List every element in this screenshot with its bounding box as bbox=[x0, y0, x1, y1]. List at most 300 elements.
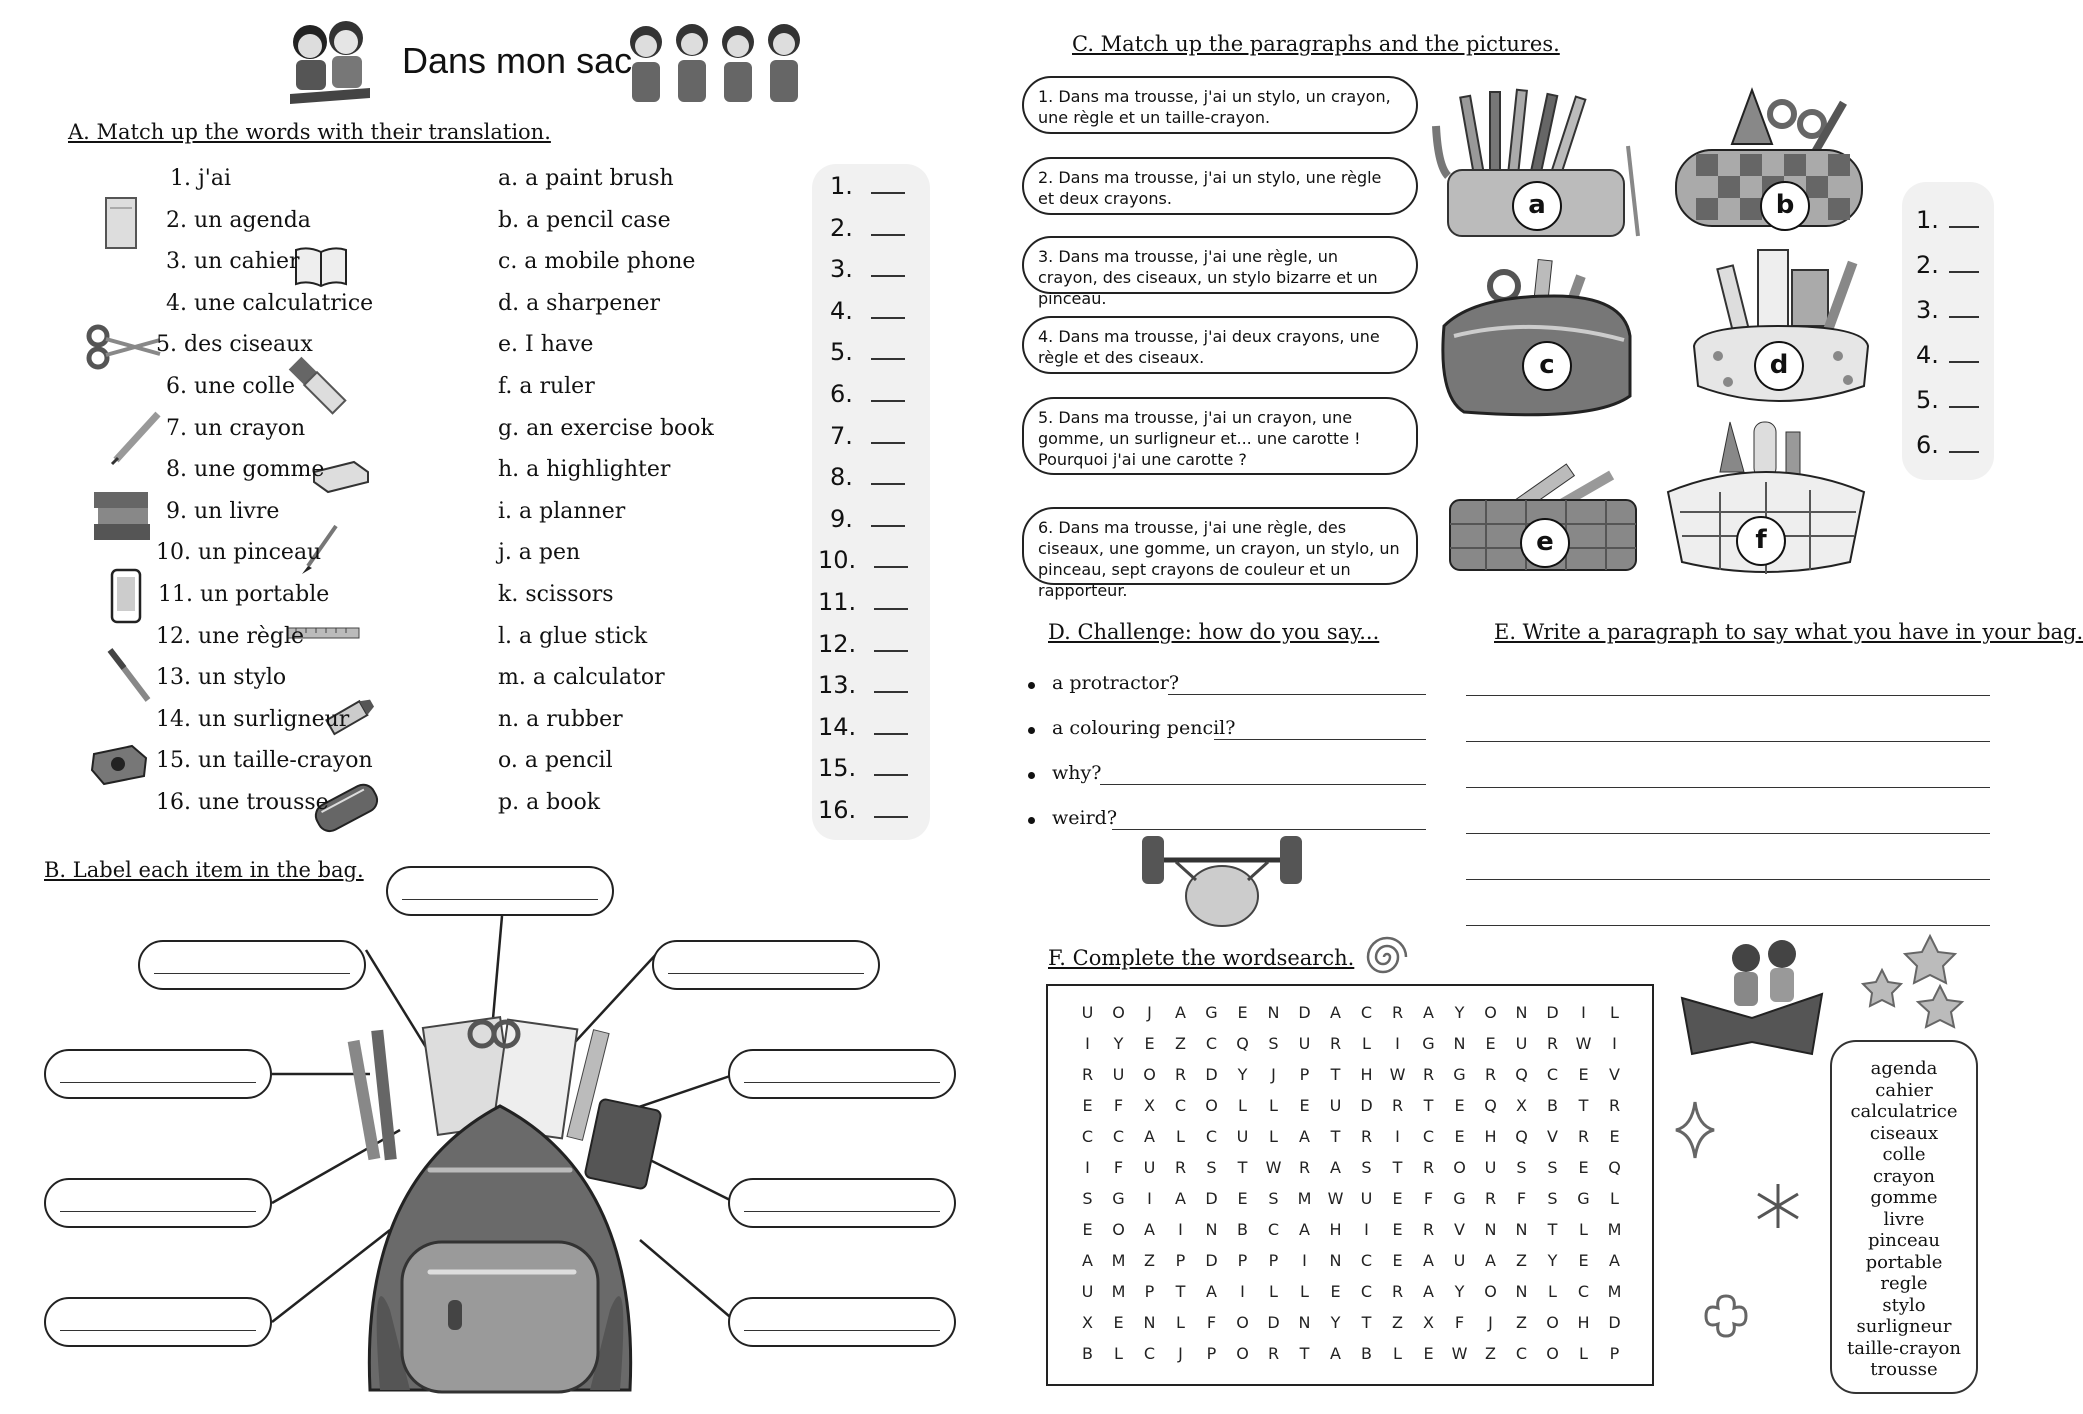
wordsearch-cell[interactable]: B bbox=[1547, 1096, 1558, 1115]
wordsearch-cell[interactable]: Z bbox=[1485, 1344, 1496, 1363]
english-translation: a. a paint brush bbox=[498, 166, 674, 191]
wordsearch-grid[interactable] bbox=[1072, 997, 1630, 1369]
wordsearch-cell[interactable]: Z bbox=[1516, 1313, 1527, 1332]
wordsearch-cell[interactable]: P bbox=[1144, 1282, 1155, 1301]
spiral-icon bbox=[1362, 932, 1412, 982]
wordsearch-cell[interactable]: R bbox=[1577, 1127, 1590, 1146]
wordsearch-cell[interactable]: A bbox=[1485, 1251, 1496, 1270]
wordsearch-cell[interactable]: B bbox=[1361, 1344, 1372, 1363]
wordsearch-cell[interactable]: T bbox=[1392, 1158, 1403, 1177]
wordsearch-cell[interactable]: I bbox=[1147, 1189, 1152, 1208]
wordsearch-cell[interactable]: R bbox=[1484, 1189, 1497, 1208]
wordsearch-cell[interactable]: J bbox=[1271, 1065, 1276, 1084]
wordsearch-cell[interactable]: G bbox=[1453, 1065, 1466, 1084]
wordsearch-cell[interactable]: Z bbox=[1175, 1034, 1186, 1053]
wordsearch-row bbox=[1072, 1276, 1630, 1307]
wordsearch-cell[interactable]: T bbox=[1547, 1220, 1558, 1239]
wordsearch-cell[interactable]: U bbox=[1484, 1158, 1497, 1177]
wordsearch-cell[interactable]: A bbox=[1175, 1003, 1186, 1022]
writing-line[interactable] bbox=[1466, 741, 1990, 742]
wordsearch-cell[interactable]: O bbox=[1112, 1220, 1125, 1239]
label-box-left-2[interactable] bbox=[44, 1178, 272, 1228]
wordsearch-cell[interactable]: T bbox=[1299, 1344, 1310, 1363]
wordsearch-cell[interactable]: I bbox=[1178, 1220, 1183, 1239]
wordsearch-cell[interactable]: V bbox=[1454, 1220, 1465, 1239]
wordsearch-cell[interactable]: E bbox=[1392, 1189, 1403, 1208]
wordsearch-cell[interactable]: F bbox=[1206, 1313, 1217, 1332]
wordsearch-cell[interactable]: R bbox=[1391, 1003, 1404, 1022]
wordsearch-cell[interactable]: I bbox=[1302, 1251, 1307, 1270]
writing-line[interactable] bbox=[1466, 879, 1990, 880]
wordsearch-cell[interactable]: P bbox=[1175, 1251, 1186, 1270]
wordsearch-cell[interactable]: W bbox=[1575, 1034, 1592, 1053]
challenge-item: a protractor? bbox=[1052, 672, 1180, 694]
wordsearch-cell[interactable]: O bbox=[1236, 1344, 1249, 1363]
wordsearch-cell[interactable]: I bbox=[1612, 1034, 1617, 1053]
french-word: 8. une gomme bbox=[166, 457, 325, 483]
wordsearch-cell[interactable]: O bbox=[1453, 1158, 1466, 1177]
picture-letter-d: d bbox=[1754, 341, 1804, 391]
wordsearch-cell[interactable]: D bbox=[1205, 1189, 1218, 1208]
wordsearch-cell[interactable]: T bbox=[1175, 1282, 1186, 1301]
wordsearch-cell[interactable]: C bbox=[1360, 1003, 1373, 1022]
english-translation: n. a rubber bbox=[498, 706, 623, 732]
answer-blank[interactable] bbox=[874, 691, 908, 693]
wordsearch-cell[interactable]: L bbox=[1269, 1096, 1278, 1115]
wordsearch-cell[interactable]: A bbox=[1423, 1003, 1434, 1022]
wordsearch-cell[interactable]: L bbox=[1362, 1034, 1371, 1053]
wordsearch-cell[interactable]: D bbox=[1546, 1003, 1559, 1022]
wordsearch-cell[interactable]: G bbox=[1422, 1034, 1435, 1053]
wordsearch-cell[interactable]: Z bbox=[1144, 1251, 1155, 1270]
wordsearch-cell[interactable]: F bbox=[1113, 1096, 1124, 1115]
wordsearch-cell[interactable]: L bbox=[1548, 1282, 1557, 1301]
answer-blank[interactable] bbox=[874, 650, 908, 652]
wordsearch-cell[interactable]: L bbox=[1269, 1127, 1278, 1146]
wordsearch-cell[interactable]: C bbox=[1143, 1344, 1156, 1363]
label-box-left-1[interactable] bbox=[44, 1049, 272, 1099]
wordsearch-cell[interactable]: O bbox=[1112, 1003, 1125, 1022]
wordsearch-cell[interactable]: I bbox=[1240, 1282, 1245, 1301]
wordsearch-cell[interactable]: E bbox=[1454, 1096, 1465, 1115]
answer-row bbox=[1916, 341, 1979, 369]
answer-number: 6. bbox=[830, 380, 853, 408]
wordsearch-cell[interactable]: C bbox=[1081, 1127, 1094, 1146]
wordsearch-cell[interactable]: M bbox=[1111, 1282, 1126, 1301]
wordsearch-cell[interactable]: U bbox=[1236, 1127, 1249, 1146]
answer-number: 3. bbox=[1916, 296, 1939, 324]
answer-blank[interactable] bbox=[871, 317, 905, 319]
wordsearch-cell[interactable]: A bbox=[1144, 1127, 1155, 1146]
wordsearch-cell[interactable]: E bbox=[1082, 1096, 1093, 1115]
wordsearch-cell[interactable]: W bbox=[1389, 1065, 1406, 1084]
answer-blank[interactable] bbox=[874, 608, 908, 610]
answer-number: 7. bbox=[830, 421, 853, 450]
wordsearch-cell[interactable]: L bbox=[1176, 1313, 1185, 1332]
wordsearch-cell[interactable]: R bbox=[1174, 1158, 1187, 1177]
answer-blank[interactable] bbox=[1949, 226, 1979, 228]
answer-number: 4. bbox=[1916, 341, 1939, 369]
wordsearch-cell[interactable]: Q bbox=[1515, 1065, 1528, 1084]
wordsearch-cell[interactable]: I bbox=[1395, 1127, 1400, 1146]
wordsearch-cell[interactable]: S bbox=[1516, 1158, 1527, 1177]
wordsearch-cell[interactable]: F bbox=[1454, 1313, 1465, 1332]
wordsearch-cell[interactable]: R bbox=[1081, 1065, 1094, 1084]
wordsearch-cell[interactable]: C bbox=[1112, 1127, 1125, 1146]
answer-row bbox=[830, 297, 905, 325]
answer-blank[interactable] bbox=[871, 400, 905, 402]
label-box-right-2[interactable] bbox=[728, 1178, 956, 1228]
wordsearch-cell[interactable]: T bbox=[1361, 1313, 1372, 1332]
label-box-right-1[interactable] bbox=[728, 1049, 956, 1099]
wordsearch-cell[interactable]: W bbox=[1327, 1189, 1344, 1208]
wordsearch-cell[interactable]: R bbox=[1174, 1065, 1187, 1084]
wordsearch-cell[interactable]: R bbox=[1391, 1096, 1404, 1115]
wordsearch-cell[interactable]: E bbox=[1454, 1127, 1465, 1146]
english-translation: o. a pencil bbox=[498, 748, 613, 774]
answer-blank[interactable] bbox=[1949, 451, 1979, 453]
wordsearch-cell[interactable]: R bbox=[1267, 1344, 1280, 1363]
answer-number: 16. bbox=[818, 796, 857, 824]
wordsearch-cell[interactable]: R bbox=[1422, 1220, 1435, 1239]
wordsearch-cell[interactable]: N bbox=[1298, 1313, 1311, 1332]
wordsearch-cell[interactable]: Q bbox=[1236, 1034, 1249, 1053]
wordsearch-cell[interactable]: C bbox=[1267, 1220, 1280, 1239]
wordsearch-row bbox=[1072, 1245, 1630, 1276]
wordsearch-cell[interactable]: E bbox=[1082, 1220, 1093, 1239]
wordsearch-cell[interactable]: U bbox=[1143, 1158, 1156, 1177]
label-box-right-3[interactable] bbox=[728, 1297, 956, 1347]
wordsearch-cell[interactable]: X bbox=[1423, 1313, 1434, 1332]
wordsearch-cell[interactable]: Y bbox=[1454, 1003, 1465, 1022]
wordsearch-cell[interactable]: S bbox=[1268, 1034, 1279, 1053]
wordsearch-cell[interactable]: P bbox=[1609, 1344, 1620, 1363]
wordsearch-cell[interactable]: O bbox=[1484, 1282, 1497, 1301]
wordsearch-cell[interactable]: G bbox=[1112, 1189, 1125, 1208]
wordsearch-cell[interactable]: W bbox=[1451, 1344, 1468, 1363]
word-list-item: pinceau bbox=[1868, 1230, 1940, 1251]
answer-row bbox=[830, 380, 905, 408]
wordsearch-cell[interactable]: A bbox=[1330, 1344, 1341, 1363]
wordsearch-row bbox=[1072, 1059, 1630, 1090]
wordsearch-cell[interactable]: P bbox=[1206, 1344, 1217, 1363]
answer-blank[interactable] bbox=[1949, 361, 1979, 363]
answer-blank[interactable] bbox=[1949, 406, 1979, 408]
wordsearch-cell[interactable]: T bbox=[1423, 1096, 1434, 1115]
wordsearch-cell[interactable]: D bbox=[1205, 1065, 1218, 1084]
brain-lifting-weights-icon bbox=[1136, 830, 1308, 942]
label-box-left-3[interactable] bbox=[44, 1297, 272, 1347]
label-box-upper-right[interactable] bbox=[652, 940, 880, 990]
wordsearch-cell[interactable]: Q bbox=[1484, 1096, 1497, 1115]
wordsearch-cell[interactable]: I bbox=[1085, 1158, 1090, 1177]
wordsearch-cell[interactable]: D bbox=[1205, 1251, 1218, 1270]
answer-blank[interactable] bbox=[874, 816, 908, 818]
wordsearch-cell[interactable]: B bbox=[1237, 1220, 1248, 1239]
wordsearch-cell[interactable]: R bbox=[1422, 1065, 1435, 1084]
wordsearch-cell[interactable]: C bbox=[1546, 1065, 1559, 1084]
wordsearch-cell[interactable]: T bbox=[1237, 1158, 1248, 1177]
answer-blank[interactable] bbox=[871, 275, 905, 277]
wordsearch-cell[interactable]: E bbox=[1237, 1003, 1248, 1022]
wordsearch-cell[interactable]: L bbox=[1610, 1189, 1619, 1208]
wordsearch-cell[interactable]: I bbox=[1364, 1220, 1369, 1239]
wordsearch-cell[interactable]: A bbox=[1423, 1282, 1434, 1301]
wordsearch-cell[interactable]: O bbox=[1205, 1096, 1218, 1115]
wordsearch-cell[interactable]: A bbox=[1144, 1220, 1155, 1239]
wordsearch-cell[interactable]: S bbox=[1547, 1158, 1558, 1177]
english-translation: f. a ruler bbox=[498, 374, 595, 399]
wordsearch-cell[interactable]: Q bbox=[1515, 1127, 1528, 1146]
wordsearch-cell[interactable]: R bbox=[1360, 1127, 1373, 1146]
wordsearch-cell[interactable]: I bbox=[1085, 1034, 1090, 1053]
answer-blank[interactable] bbox=[871, 525, 905, 527]
answer-line[interactable] bbox=[1168, 694, 1426, 695]
wordsearch-cell[interactable]: E bbox=[1330, 1282, 1341, 1301]
wordsearch-cell[interactable]: E bbox=[1299, 1096, 1310, 1115]
writing-line[interactable] bbox=[1466, 695, 1990, 696]
writing-line[interactable] bbox=[1466, 787, 1990, 788]
wordsearch-cell[interactable]: Z bbox=[1516, 1251, 1527, 1270]
wordsearch-cell[interactable]: M bbox=[1607, 1220, 1622, 1239]
answer-row bbox=[830, 422, 905, 450]
wordsearch-cell[interactable]: C bbox=[1205, 1034, 1218, 1053]
wordsearch-cell[interactable]: N bbox=[1484, 1220, 1497, 1239]
wordsearch-cell[interactable]: R bbox=[1608, 1096, 1621, 1115]
wordsearch-cell[interactable]: C bbox=[1360, 1251, 1373, 1270]
wordsearch-cell[interactable]: M bbox=[1297, 1189, 1312, 1208]
wordsearch-cell[interactable]: X bbox=[1516, 1096, 1527, 1115]
wordsearch-cell[interactable]: E bbox=[1423, 1344, 1434, 1363]
wordsearch-cell[interactable]: U bbox=[1081, 1003, 1094, 1022]
answer-row bbox=[1916, 206, 1979, 234]
wordsearch-cell[interactable]: O bbox=[1236, 1313, 1249, 1332]
french-word: 4. une calculatrice bbox=[166, 290, 374, 316]
wordsearch-cell[interactable]: U bbox=[1360, 1189, 1373, 1208]
wordsearch-cell[interactable]: D bbox=[1360, 1096, 1373, 1115]
wordsearch-cell[interactable]: A bbox=[1299, 1220, 1310, 1239]
wordsearch-cell[interactable]: E bbox=[1113, 1313, 1124, 1332]
wordsearch-row bbox=[1072, 1121, 1630, 1152]
wordsearch-cell[interactable]: O bbox=[1143, 1065, 1156, 1084]
wordsearch-cell[interactable]: Y bbox=[1454, 1282, 1465, 1301]
wordsearch-cell[interactable]: W bbox=[1265, 1158, 1282, 1177]
wordsearch-cell[interactable]: O bbox=[1546, 1313, 1559, 1332]
wordsearch-cell[interactable]: E bbox=[1578, 1158, 1589, 1177]
wordsearch-cell[interactable]: H bbox=[1484, 1127, 1497, 1146]
wordsearch-cell[interactable]: N bbox=[1515, 1003, 1528, 1022]
word-list-item: surligneur bbox=[1856, 1316, 1952, 1337]
wordsearch-cell[interactable]: U bbox=[1515, 1034, 1528, 1053]
wordsearch-cell[interactable]: C bbox=[1422, 1127, 1435, 1146]
wordsearch-cell[interactable]: R bbox=[1546, 1034, 1559, 1053]
wordsearch-cell[interactable]: T bbox=[1330, 1065, 1341, 1084]
wordsearch-cell[interactable]: R bbox=[1484, 1065, 1497, 1084]
wordsearch-cell[interactable]: L bbox=[1610, 1003, 1619, 1022]
wordsearch-cell[interactable]: A bbox=[1175, 1189, 1186, 1208]
answer-line[interactable] bbox=[1100, 784, 1426, 785]
wordsearch-cell[interactable]: Y bbox=[1547, 1251, 1558, 1270]
wordsearch-cell[interactable]: H bbox=[1329, 1220, 1342, 1239]
wordsearch-cell[interactable]: E bbox=[1578, 1065, 1589, 1084]
wordsearch-cell[interactable]: P bbox=[1237, 1251, 1248, 1270]
section-e-heading: E. Write a paragraph to say what you have in your bag. bbox=[1494, 620, 2083, 644]
answer-number: 1. bbox=[830, 172, 853, 200]
wordsearch-cell[interactable]: J bbox=[1178, 1344, 1183, 1363]
wordsearch-cell[interactable]: C bbox=[1360, 1282, 1373, 1301]
bullet-dot bbox=[1028, 817, 1035, 824]
wordsearch-cell[interactable]: D bbox=[1298, 1003, 1311, 1022]
wordsearch-cell[interactable]: D bbox=[1608, 1313, 1621, 1332]
answer-number: 10. bbox=[818, 546, 857, 575]
answer-blank[interactable] bbox=[874, 733, 908, 735]
answer-blank[interactable] bbox=[871, 442, 905, 444]
wordsearch-cell[interactable]: Y bbox=[1113, 1034, 1124, 1053]
wordsearch-cell[interactable]: C bbox=[1577, 1282, 1590, 1301]
wordsearch-cell[interactable]: T bbox=[1578, 1096, 1589, 1115]
wordsearch-cell[interactable]: X bbox=[1144, 1096, 1155, 1115]
answer-number: 2. bbox=[830, 213, 853, 242]
wordsearch-cell[interactable]: S bbox=[1361, 1158, 1372, 1177]
wordsearch-cell[interactable]: U bbox=[1081, 1282, 1094, 1301]
wordsearch-cell[interactable]: S bbox=[1206, 1158, 1217, 1177]
wordsearch-cell[interactable]: U bbox=[1453, 1251, 1466, 1270]
answer-blank[interactable] bbox=[1949, 271, 1979, 273]
label-box-upper-left[interactable] bbox=[138, 940, 366, 990]
wordsearch-cell[interactable]: N bbox=[1205, 1220, 1218, 1239]
wordsearch-cell[interactable]: S bbox=[1268, 1189, 1279, 1208]
paragraph-bubble: 1. Dans ma trousse, j'ai un stylo, un crayon, une règle et un taille-crayon. bbox=[1022, 76, 1418, 134]
wordsearch-cell[interactable]: L bbox=[1393, 1344, 1402, 1363]
wordsearch-cell[interactable]: X bbox=[1082, 1313, 1093, 1332]
word-list-item: gomme bbox=[1870, 1187, 1938, 1208]
wordsearch-cell[interactable]: M bbox=[1607, 1282, 1622, 1301]
wordsearch-cell[interactable]: A bbox=[1299, 1127, 1310, 1146]
wordsearch-cell[interactable]: U bbox=[1112, 1065, 1125, 1084]
wordsearch-cell[interactable]: G bbox=[1453, 1189, 1466, 1208]
answer-row bbox=[830, 172, 905, 200]
wordsearch-cell[interactable]: C bbox=[1205, 1127, 1218, 1146]
word-list-item: taille-crayon bbox=[1847, 1337, 1961, 1359]
wordsearch-cell[interactable]: R bbox=[1298, 1158, 1311, 1177]
wordsearch-cell[interactable]: R bbox=[1329, 1034, 1342, 1053]
wordsearch-cell[interactable]: C bbox=[1174, 1096, 1187, 1115]
wordsearch-cell[interactable]: N bbox=[1329, 1251, 1342, 1270]
wordsearch-cell[interactable]: E bbox=[1392, 1251, 1403, 1270]
wordsearch-row bbox=[1072, 1307, 1630, 1338]
wordsearch-cell[interactable]: N bbox=[1453, 1034, 1466, 1053]
answer-blank[interactable] bbox=[871, 358, 905, 360]
answer-blank[interactable] bbox=[871, 483, 905, 485]
wordsearch-cell[interactable]: U bbox=[1298, 1034, 1311, 1053]
wordsearch-cell[interactable]: S bbox=[1547, 1189, 1558, 1208]
wordsearch-cell[interactable]: F bbox=[1516, 1189, 1527, 1208]
wordsearch-cell[interactable]: L bbox=[1579, 1344, 1588, 1363]
wordsearch-cell[interactable]: I bbox=[1581, 1003, 1586, 1022]
wordsearch-cell[interactable]: Y bbox=[1237, 1065, 1248, 1084]
wordsearch-cell[interactable]: H bbox=[1360, 1065, 1373, 1084]
answer-number: 2. bbox=[1916, 251, 1939, 279]
wordsearch-cell[interactable]: A bbox=[1609, 1251, 1620, 1270]
answer-blank[interactable] bbox=[874, 566, 908, 568]
wordsearch-cell[interactable]: O bbox=[1546, 1344, 1559, 1363]
wordsearch-cell[interactable]: B bbox=[1082, 1344, 1093, 1363]
wordsearch-cell[interactable]: L bbox=[1269, 1282, 1278, 1301]
wordsearch-cell[interactable]: F bbox=[1423, 1189, 1434, 1208]
answer-line[interactable] bbox=[1214, 739, 1426, 740]
wordsearch-cell[interactable]: E bbox=[1578, 1251, 1589, 1270]
wordsearch-cell[interactable]: M bbox=[1111, 1251, 1126, 1270]
writing-line[interactable] bbox=[1466, 833, 1990, 834]
wordsearch-cell[interactable]: O bbox=[1484, 1003, 1497, 1022]
writing-line[interactable] bbox=[1466, 925, 1990, 926]
wordsearch-cell[interactable]: G bbox=[1205, 1003, 1218, 1022]
wordsearch-cell[interactable]: E bbox=[1144, 1034, 1155, 1053]
wordsearch-cell[interactable]: A bbox=[1082, 1251, 1093, 1270]
answer-blank[interactable] bbox=[1949, 316, 1979, 318]
wordsearch-cell[interactable]: A bbox=[1206, 1282, 1217, 1301]
english-translation: g. an exercise book bbox=[498, 415, 714, 441]
wordsearch-cell[interactable]: I bbox=[1395, 1034, 1400, 1053]
wordsearch-cell[interactable]: N bbox=[1267, 1003, 1280, 1022]
wordsearch-cell[interactable]: Z bbox=[1392, 1313, 1403, 1332]
wordsearch-cell[interactable]: T bbox=[1330, 1127, 1341, 1146]
wordsearch-cell[interactable]: V bbox=[1609, 1065, 1620, 1084]
wordsearch-cell[interactable]: A bbox=[1330, 1003, 1341, 1022]
label-box-top[interactable] bbox=[386, 866, 614, 916]
wordsearch-cell[interactable]: A bbox=[1330, 1158, 1341, 1177]
answer-blank[interactable] bbox=[874, 774, 908, 776]
wordsearch-cell[interactable]: F bbox=[1113, 1158, 1124, 1177]
wordsearch-cell[interactable]: U bbox=[1329, 1096, 1342, 1115]
wordsearch-cell[interactable]: J bbox=[1147, 1003, 1152, 1022]
french-word: 15. un taille-crayon bbox=[156, 748, 373, 774]
wordsearch-cell[interactable]: Y bbox=[1330, 1313, 1341, 1332]
page-title: Dans mon sac bbox=[402, 40, 633, 81]
answer-line[interactable] bbox=[1112, 829, 1426, 830]
wordsearch-cell[interactable]: N bbox=[1515, 1282, 1528, 1301]
wordsearch-cell[interactable]: L bbox=[1176, 1127, 1185, 1146]
wordsearch-cell[interactable]: J bbox=[1488, 1313, 1493, 1332]
wordsearch-cell[interactable]: G bbox=[1577, 1189, 1590, 1208]
section-c-heading: C. Match up the paragraphs and the pictures. bbox=[1072, 32, 1560, 56]
answer-blank[interactable] bbox=[871, 234, 905, 236]
wordsearch-cell[interactable]: A bbox=[1423, 1251, 1434, 1270]
wordsearch-row bbox=[1072, 1183, 1630, 1214]
wordsearch-cell[interactable]: E bbox=[1485, 1034, 1496, 1053]
wordsearch-cell[interactable]: P bbox=[1268, 1251, 1279, 1270]
wordsearch-cell[interactable]: R bbox=[1391, 1282, 1404, 1301]
wordsearch-cell[interactable]: E bbox=[1609, 1127, 1620, 1146]
wordsearch-cell[interactable]: C bbox=[1515, 1344, 1528, 1363]
wordsearch-cell[interactable]: V bbox=[1547, 1127, 1558, 1146]
wordsearch-cell[interactable]: L bbox=[1238, 1096, 1247, 1115]
wordsearch-cell[interactable]: L bbox=[1114, 1344, 1123, 1363]
wordsearch-cell[interactable]: D bbox=[1267, 1313, 1280, 1332]
wordsearch-cell[interactable]: N bbox=[1143, 1313, 1156, 1332]
wordsearch-cell[interactable]: L bbox=[1579, 1220, 1588, 1239]
wordsearch-cell[interactable]: P bbox=[1299, 1065, 1310, 1084]
answer-blank[interactable] bbox=[871, 192, 905, 194]
wordsearch-cell[interactable]: H bbox=[1577, 1313, 1590, 1332]
wordsearch-cell[interactable]: N bbox=[1515, 1220, 1528, 1239]
wordsearch-cell[interactable]: S bbox=[1082, 1189, 1093, 1208]
wordsearch-cell[interactable]: E bbox=[1392, 1220, 1403, 1239]
wordsearch-cell[interactable]: R bbox=[1422, 1158, 1435, 1177]
wordsearch-cell[interactable]: E bbox=[1237, 1189, 1248, 1208]
wordsearch-cell[interactable]: L bbox=[1300, 1282, 1309, 1301]
wordsearch-cell[interactable]: Q bbox=[1608, 1158, 1621, 1177]
